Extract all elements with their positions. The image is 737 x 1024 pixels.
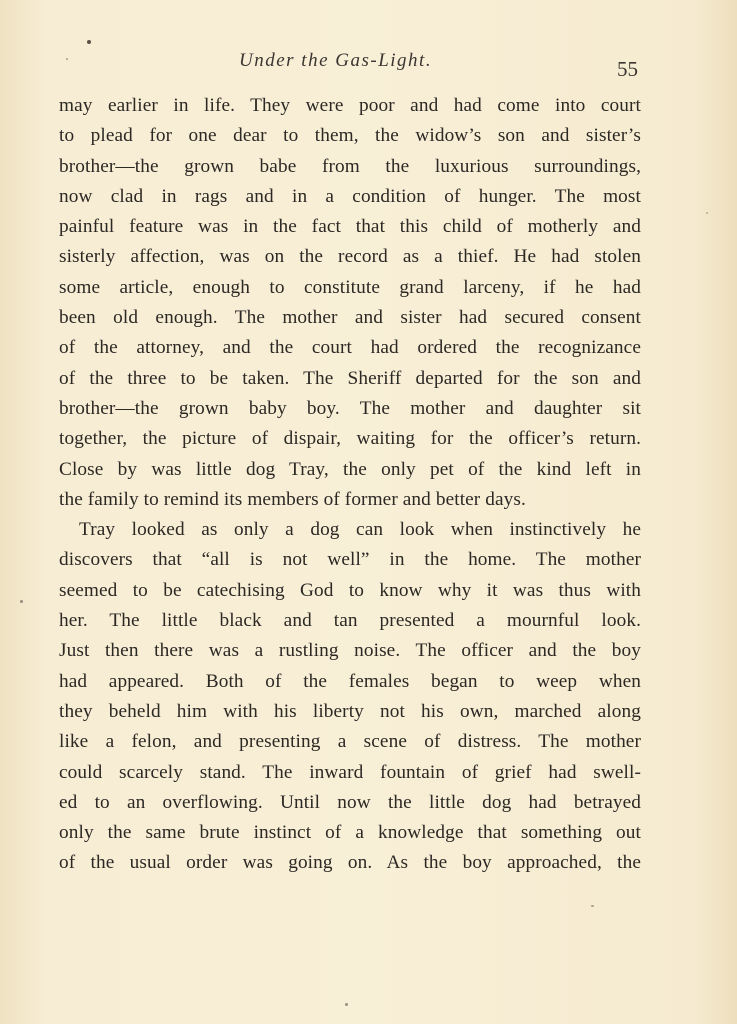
text-line: to plead for one dear to them, the widow’s son and sister’s	[59, 125, 641, 147]
text-line: painful feature was in the fact that this child of motherly and	[59, 216, 641, 238]
text-line: seemed to be catechising God to know why it was thus with	[59, 579, 641, 601]
paper-speck	[706, 212, 708, 214]
page-number: 55	[617, 57, 638, 81]
text-line: together, the picture of dispair, waiting for the officer’s return.	[59, 428, 641, 450]
text-line: the family to remind its members of former and better days.	[59, 488, 526, 510]
text-line: they beheld him with his liberty not his own, marched along	[59, 700, 641, 722]
text-line: of the usual order was going on. As the boy approached, the	[59, 852, 641, 874]
text-line: brother—the grown baby boy. The mother and daughter sit	[59, 397, 641, 419]
text-line: could scarcely stand. The inward fountain of grief had swell-	[59, 761, 641, 783]
body-text	[59, 91, 641, 879]
paper-speck	[591, 905, 594, 907]
text-line: sisterly affection, was on the record as a thief. He had stolen	[59, 246, 641, 268]
paper-speck	[20, 600, 23, 603]
text-line: of the attorney, and the court had ordered the recognizance	[59, 337, 641, 359]
text-line: her. The little black and tan presented a mournful look.	[59, 610, 641, 632]
text-line: Close by was little dog Tray, the only pet of the kind left in	[59, 458, 641, 480]
text-line: only the same brute instinct of a knowledge that something out	[59, 822, 641, 844]
text-line: now clad in rags and in a condition of hunger. The most	[59, 185, 641, 207]
paper-speck	[345, 1003, 348, 1006]
paper-speck	[87, 40, 91, 44]
text-line: ed to an overflowing. Until now the little dog had betrayed	[59, 791, 641, 813]
text-line: brother—the grown babe from the luxurious surroundings,	[59, 155, 641, 177]
text-line: some article, enough to constitute grand larceny, if he had	[59, 276, 641, 298]
text-line: Just then there was a rustling noise. The officer and the boy	[59, 640, 641, 662]
text-line: may earlier in life. They were poor and had come into court	[59, 95, 641, 116]
paper-speck	[66, 58, 68, 60]
running-head	[0, 50, 737, 80]
text-line: had appeared. Both of the females began to weep when	[59, 670, 641, 692]
running-title: Under the Gas-Light.	[239, 50, 433, 71]
text-line: been old enough. The mother and sister had secured consent	[59, 307, 641, 329]
text-line: discovers that “all is not well” in the home. The mother	[59, 549, 641, 571]
text-line: like a felon, and presenting a scene of distress. The mother	[59, 731, 641, 753]
text-line-paragraph-start: Tray looked as only a dog can look when instinctively he	[79, 519, 641, 541]
text-line: of the three to be taken. The Sheriff departed for the son and	[59, 367, 641, 389]
